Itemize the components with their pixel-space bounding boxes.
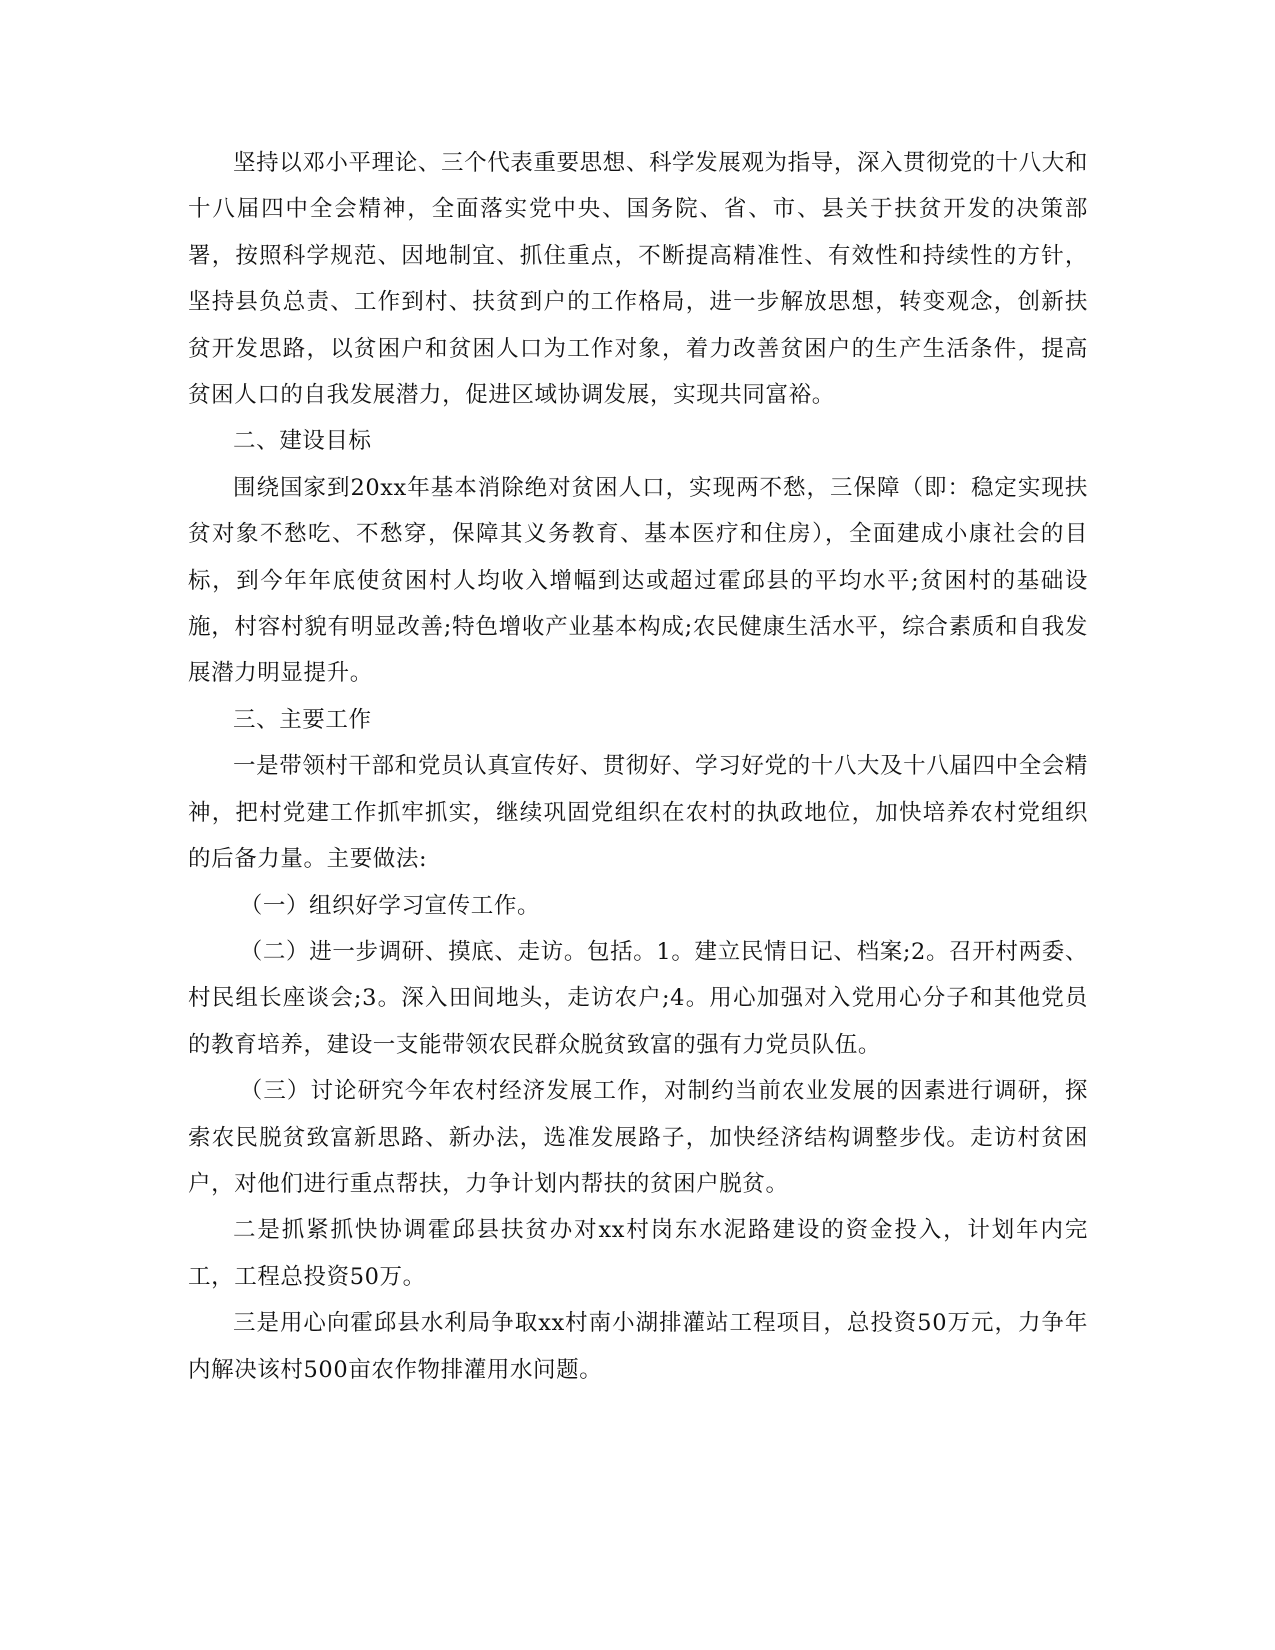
document-body xyxy=(188,140,1088,1393)
section-heading-main-work: 三、主要工作 xyxy=(233,706,372,733)
main-work-item-1: 一是带领村干部和党员认真宣传好、贯彻好、学习好党的十八大及十八届四中全会精神，把村党建工作抓牢抓实，继续巩固党组织在农村的执政地位，加快培养农村党组织的后备力量。主要做法: xyxy=(188,753,1088,873)
guiding-principle-paragraph: 坚持以邓小平理论、三个代表重要思想、科学发展观为指导，深入贯彻党的十八大和十八届四中全会精神，全面落实党中央、国务院、省、市、县关于扶贫开发的决策部署，按照科学规范、因地制宜、抓住重点，不断提高精准性、有效性和持续性的方针，坚持县负总责、工作到村、扶贫到户的工作格局，进一步解放思想，转变观念，创新扶贫开发思路，以贫困户和贫困人口为工作对象，着力改善贫困户的生产生活条件，提高贫困人口的自我发展潜力，促进区域协调发展，实现共同富裕。 xyxy=(188,150,1088,409)
sub-item-2: （二）进一步调研、摸底、走访。包括。1。建立民情日记、档案;2。召开村两委、村民组长座谈会;3。深入田间地头，走访农户;4。用心加强对入党用心分子和其他党员的教育培养，建设一支能带领农民群众脱贫致富的强有力党员队伍。 xyxy=(188,938,1088,1058)
sub-item-3: （三）讨论研究今年农村经济发展工作，对制约当前农业发展的因素进行调研，探索农民脱贫致富新思路、新办法，选准发展路子，加快经济结构调整步伐。走访村贫困户，对他们进行重点帮扶，力争计划内帮扶的贫困户脱贫。 xyxy=(188,1078,1088,1197)
section-heading-goals: 二、建设目标 xyxy=(233,428,372,455)
goals-paragraph: 围绕国家到20xx年基本消除绝对贫困人口，实现两不愁，三保障（即：稳定实现扶贫对象不愁吃、不愁穿，保障其义务教育、基本医疗和住房），全面建成小康社会的目标，到今年年底使贫困村人均收入增幅到达或超过霍邱县的平均水平;贫困村的基础设施，村容村貌有明显改善;特色增收产业基本构成;农民健康生活水平，综合素质和自我发展潜力明显提升。 xyxy=(188,474,1088,687)
sub-item-1: （一）组织好学习宣传工作。 xyxy=(239,892,541,919)
main-work-item-2: 二是抓紧抓快协调霍邱县扶贫办对xx村岗东水泥路建设的资金投入，计划年内完工，工程总投资50万。 xyxy=(188,1217,1088,1290)
main-work-item-3: 三是用心向霍邱县水利局争取xx村南小湖排灌站工程项目，总投资50万元，力争年内解决该村500亩农作物排灌用水问题。 xyxy=(188,1310,1088,1383)
